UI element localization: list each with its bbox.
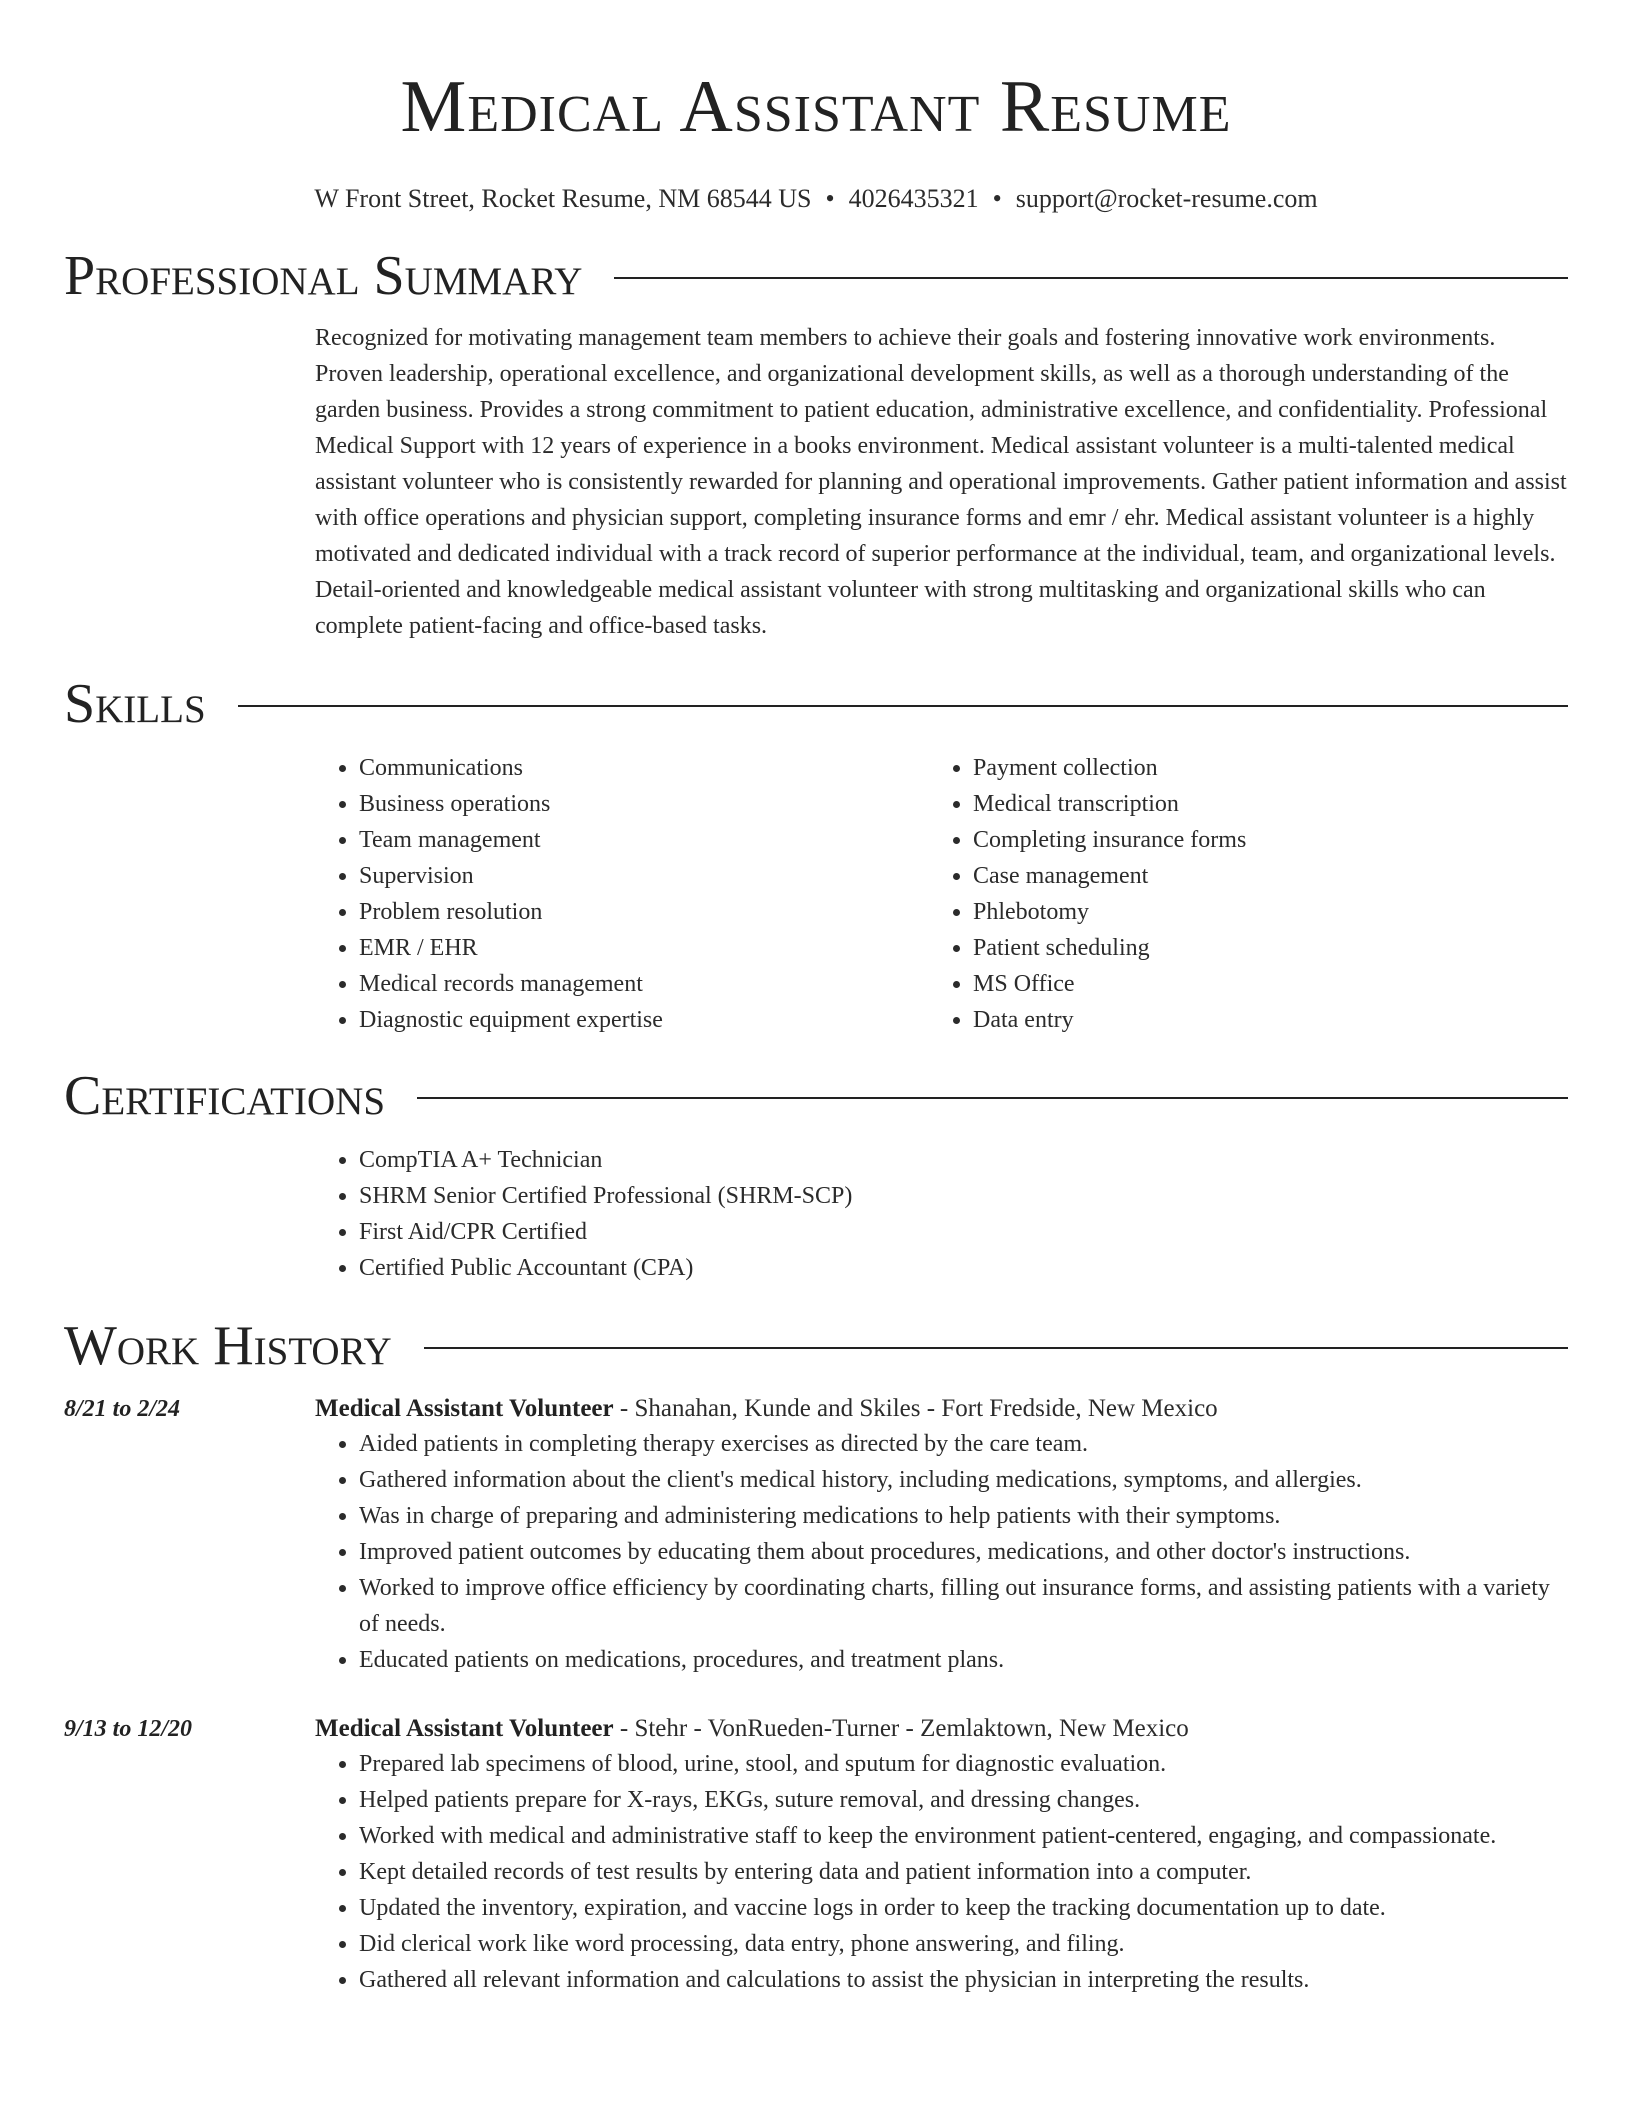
- job-details: [315, 1392, 1568, 1678]
- job-duty-item: • Helped patients prepare for X-rays, EKGs, suture removal, and dressing changes.: [359, 1782, 1568, 1818]
- job-dates: 8/21 to 2/24: [64, 1396, 181, 1422]
- section-header-work-history: [64, 1314, 1568, 1378]
- skill-item: • Data entry: [973, 1002, 1543, 1038]
- job-heading: [315, 1392, 1568, 1426]
- skill-item: • Completing insurance forms: [973, 822, 1543, 858]
- job-duties-list: [315, 1426, 1568, 1678]
- skill-item: • Business operations: [359, 786, 929, 822]
- section-title-summary: Professional Summary: [64, 245, 583, 307]
- skills-column-right: [929, 750, 1543, 1038]
- job-duty-item: • Aided patients in completing therapy exercises as directed by the care team.: [359, 1426, 1568, 1462]
- skills-list-right: [929, 750, 1543, 1038]
- job-entry: [64, 1712, 1568, 1998]
- job-duty-item: • Worked to improve office efficiency by coordinating charts, filling out insurance forms, and assisting patients with a variety of needs.: [359, 1570, 1568, 1642]
- certification-item: • First Aid/CPR Certified: [359, 1214, 1568, 1250]
- certifications-block: [315, 1142, 1568, 1286]
- skill-item: • Team management: [359, 822, 929, 858]
- skill-item: • MS Office: [973, 966, 1543, 1002]
- skill-item: • Diagnostic equipment expertise: [359, 1002, 929, 1038]
- section-divider: [614, 277, 1568, 279]
- summary-block: [315, 320, 1568, 644]
- job-duty-item: • Gathered all relevant information and calculations to assist the physician in interpreting the results.: [359, 1962, 1568, 1998]
- skill-item: • Medical records management: [359, 966, 929, 1002]
- job-entry: [64, 1392, 1568, 1678]
- skills-column-left: [315, 750, 929, 1038]
- skill-item: • Payment collection: [973, 750, 1543, 786]
- contact-address: W Front Street, Rocket Resume, NM 68544 US: [314, 184, 812, 213]
- contact-phone: 4026435321: [848, 184, 979, 213]
- resume-page: [64, 0, 1568, 1998]
- job-employer-location: - Shanahan, Kunde and Skiles - Fort Fredside, New Mexico: [613, 1395, 1218, 1422]
- job-duty-item: • Improved patient outcomes by educating them about procedures, medications, and other doctor's instructions.: [359, 1534, 1568, 1570]
- section-divider: [417, 1097, 1568, 1099]
- job-title: Medical Assistant Volunteer: [315, 1715, 614, 1742]
- job-duty-item: • Prepared lab specimens of blood, urine, stool, and sputum for diagnostic evaluation.: [359, 1746, 1568, 1782]
- skills-block: [315, 750, 1568, 1038]
- job-duty-item: • Educated patients on medications, procedures, and treatment plans.: [359, 1642, 1568, 1678]
- job-dates: 9/13 to 12/20: [64, 1716, 193, 1742]
- job-duty-item: • Updated the inventory, expiration, and vaccine logs in order to keep the tracking documentation up to date.: [359, 1890, 1568, 1926]
- skill-item: • Case management: [973, 858, 1543, 894]
- job-duty-item: • Worked with medical and administrative staff to keep the environment patient-centered, engaging, and compassionate.: [359, 1818, 1568, 1854]
- skill-item: • EMR / EHR: [359, 930, 929, 966]
- resume-title: Medical Assistant Resume: [400, 66, 1232, 148]
- section-header-summary: [64, 244, 1568, 308]
- job-title: Medical Assistant Volunteer: [315, 1395, 614, 1422]
- skill-item: • Medical transcription: [973, 786, 1543, 822]
- job-details: [315, 1712, 1568, 1998]
- summary-text: Recognized for motivating management team members to achieve their goals and fostering innovative work environments. Proven leadership, operational excellence, and organizational development skills, as well as a thorough understanding of the garden business. Provides a strong commitment to patient education, administrative excellence, and confidentiality. Professional Medical Support with 12 years of experience in a books environment. Medical assistant volunteer is a multi-talented medical assistant volunteer who is consistently rewarded for planning and operational improvements. Gather patient information and assist with office operations and physician support, completing insurance forms and emr / ehr. Medical assistant volunteer is a highly motivated and dedicated individual with a track record of superior performance at the individual, team, and organizational levels. Detail-oriented and knowledgeable medical assistant volunteer with strong multitasking and organizational skills who can complete patient-facing and office-based tasks.: [315, 325, 1567, 639]
- contact-line: [64, 182, 1568, 216]
- certification-item: • CompTIA A+ Technician: [359, 1142, 1568, 1178]
- contact-separator: •: [992, 184, 1002, 213]
- job-duty-item: • Kept detailed records of test results by entering data and patient information into a computer.: [359, 1854, 1568, 1890]
- section-header-skills: [64, 672, 1568, 736]
- skills-list-left: [315, 750, 929, 1038]
- job-heading: [315, 1712, 1568, 1746]
- section-title-skills: Skills: [64, 673, 206, 735]
- certification-item: • Certified Public Accountant (CPA): [359, 1250, 1568, 1286]
- section-header-certifications: [64, 1064, 1568, 1128]
- section-divider: [238, 705, 1568, 707]
- job-duty-item: • Did clerical work like word processing, data entry, phone answering, and filing.: [359, 1926, 1568, 1962]
- skill-item: • Problem resolution: [359, 894, 929, 930]
- skill-item: • Communications: [359, 750, 929, 786]
- section-divider: [424, 1347, 1568, 1349]
- job-employer-location: - Stehr - VonRueden-Turner - Zemlaktown, New Mexico: [613, 1715, 1189, 1742]
- certifications-list: [315, 1142, 1568, 1286]
- skill-item: • Patient scheduling: [973, 930, 1543, 966]
- skill-item: • Supervision: [359, 858, 929, 894]
- contact-email: support@rocket-resume.com: [1015, 184, 1318, 213]
- job-duties-list: [315, 1746, 1568, 1998]
- certification-item: • SHRM Senior Certified Professional (SHRM-SCP): [359, 1178, 1568, 1214]
- job-duty-item: • Gathered information about the client's medical history, including medications, symptoms, and allergies.: [359, 1462, 1568, 1498]
- job-duty-item: • Was in charge of preparing and administering medications to help patients with their symptoms.: [359, 1498, 1568, 1534]
- section-title-certifications: Certifications: [64, 1065, 386, 1127]
- section-title-work-history: Work History: [64, 1315, 392, 1377]
- contact-separator: •: [825, 184, 835, 213]
- skill-item: • Phlebotomy: [973, 894, 1543, 930]
